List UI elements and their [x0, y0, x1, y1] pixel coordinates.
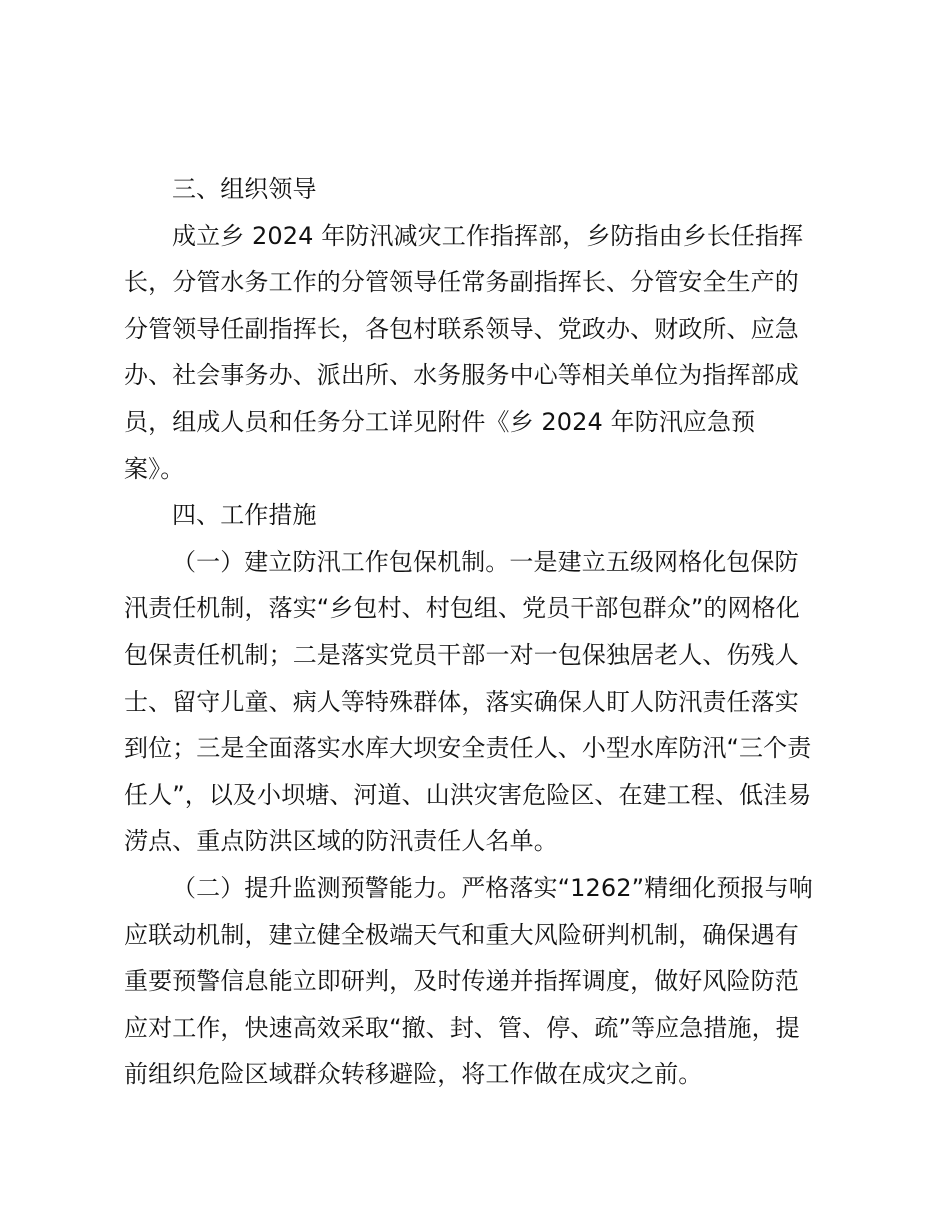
document-body	[124, 166, 836, 1098]
paragraph-measure-1: （一）建立防汛工作包保机制。一是建立五级网格化包保防 汛责任机制，落实“乡包村、村包组、党员干部包群众”的网格化 包保责任机制；二是落实党员干部一对一包保独居老人、伤残人 士、留守儿童、病人等特殊群体，落实确保人盯人防汛责任落实 到位；三是全面落实水库大坝安全责任人、小型水库防汛“三个责 任人”，以及小坝塘、河道、山洪灾害危险区、在建工程、低洼易 涝点、重点防洪区域的防汛责任人名单。	[124, 547, 812, 856]
section-heading-organization: 三、组织领导	[172, 175, 317, 203]
paragraph-measure-2: （二）提升监测预警能力。严格落实“1262”精细化预报与响 应联动机制，建立健全极端天气和重大风险研判机制，确保遇有 重要预警信息能立即研判，及时传递并指挥调度，做好风险防范 应对工作，快速高效采取“撤、封、管、停、疏”等应急措施，提 前组织危险区域群众转移避险，将工作做在成灾之前。	[124, 873, 813, 1089]
paragraph-organization: 成立乡 2024 年防汛减灾工作指挥部，乡防指由乡长任指挥 长，分管水务工作的分管领导任常务副指挥长、分管安全生产的 分管领导任副指挥长，各包村联系领导、党政办、财政所、应急 办、社会事务办、派出所、水务服务中心等相关单位为指挥部成 员，组成人员和任务分工详见附件《乡 2024 年防汛应急预 案》。	[124, 221, 804, 483]
section-heading-measures: 四、工作措施	[172, 501, 317, 530]
